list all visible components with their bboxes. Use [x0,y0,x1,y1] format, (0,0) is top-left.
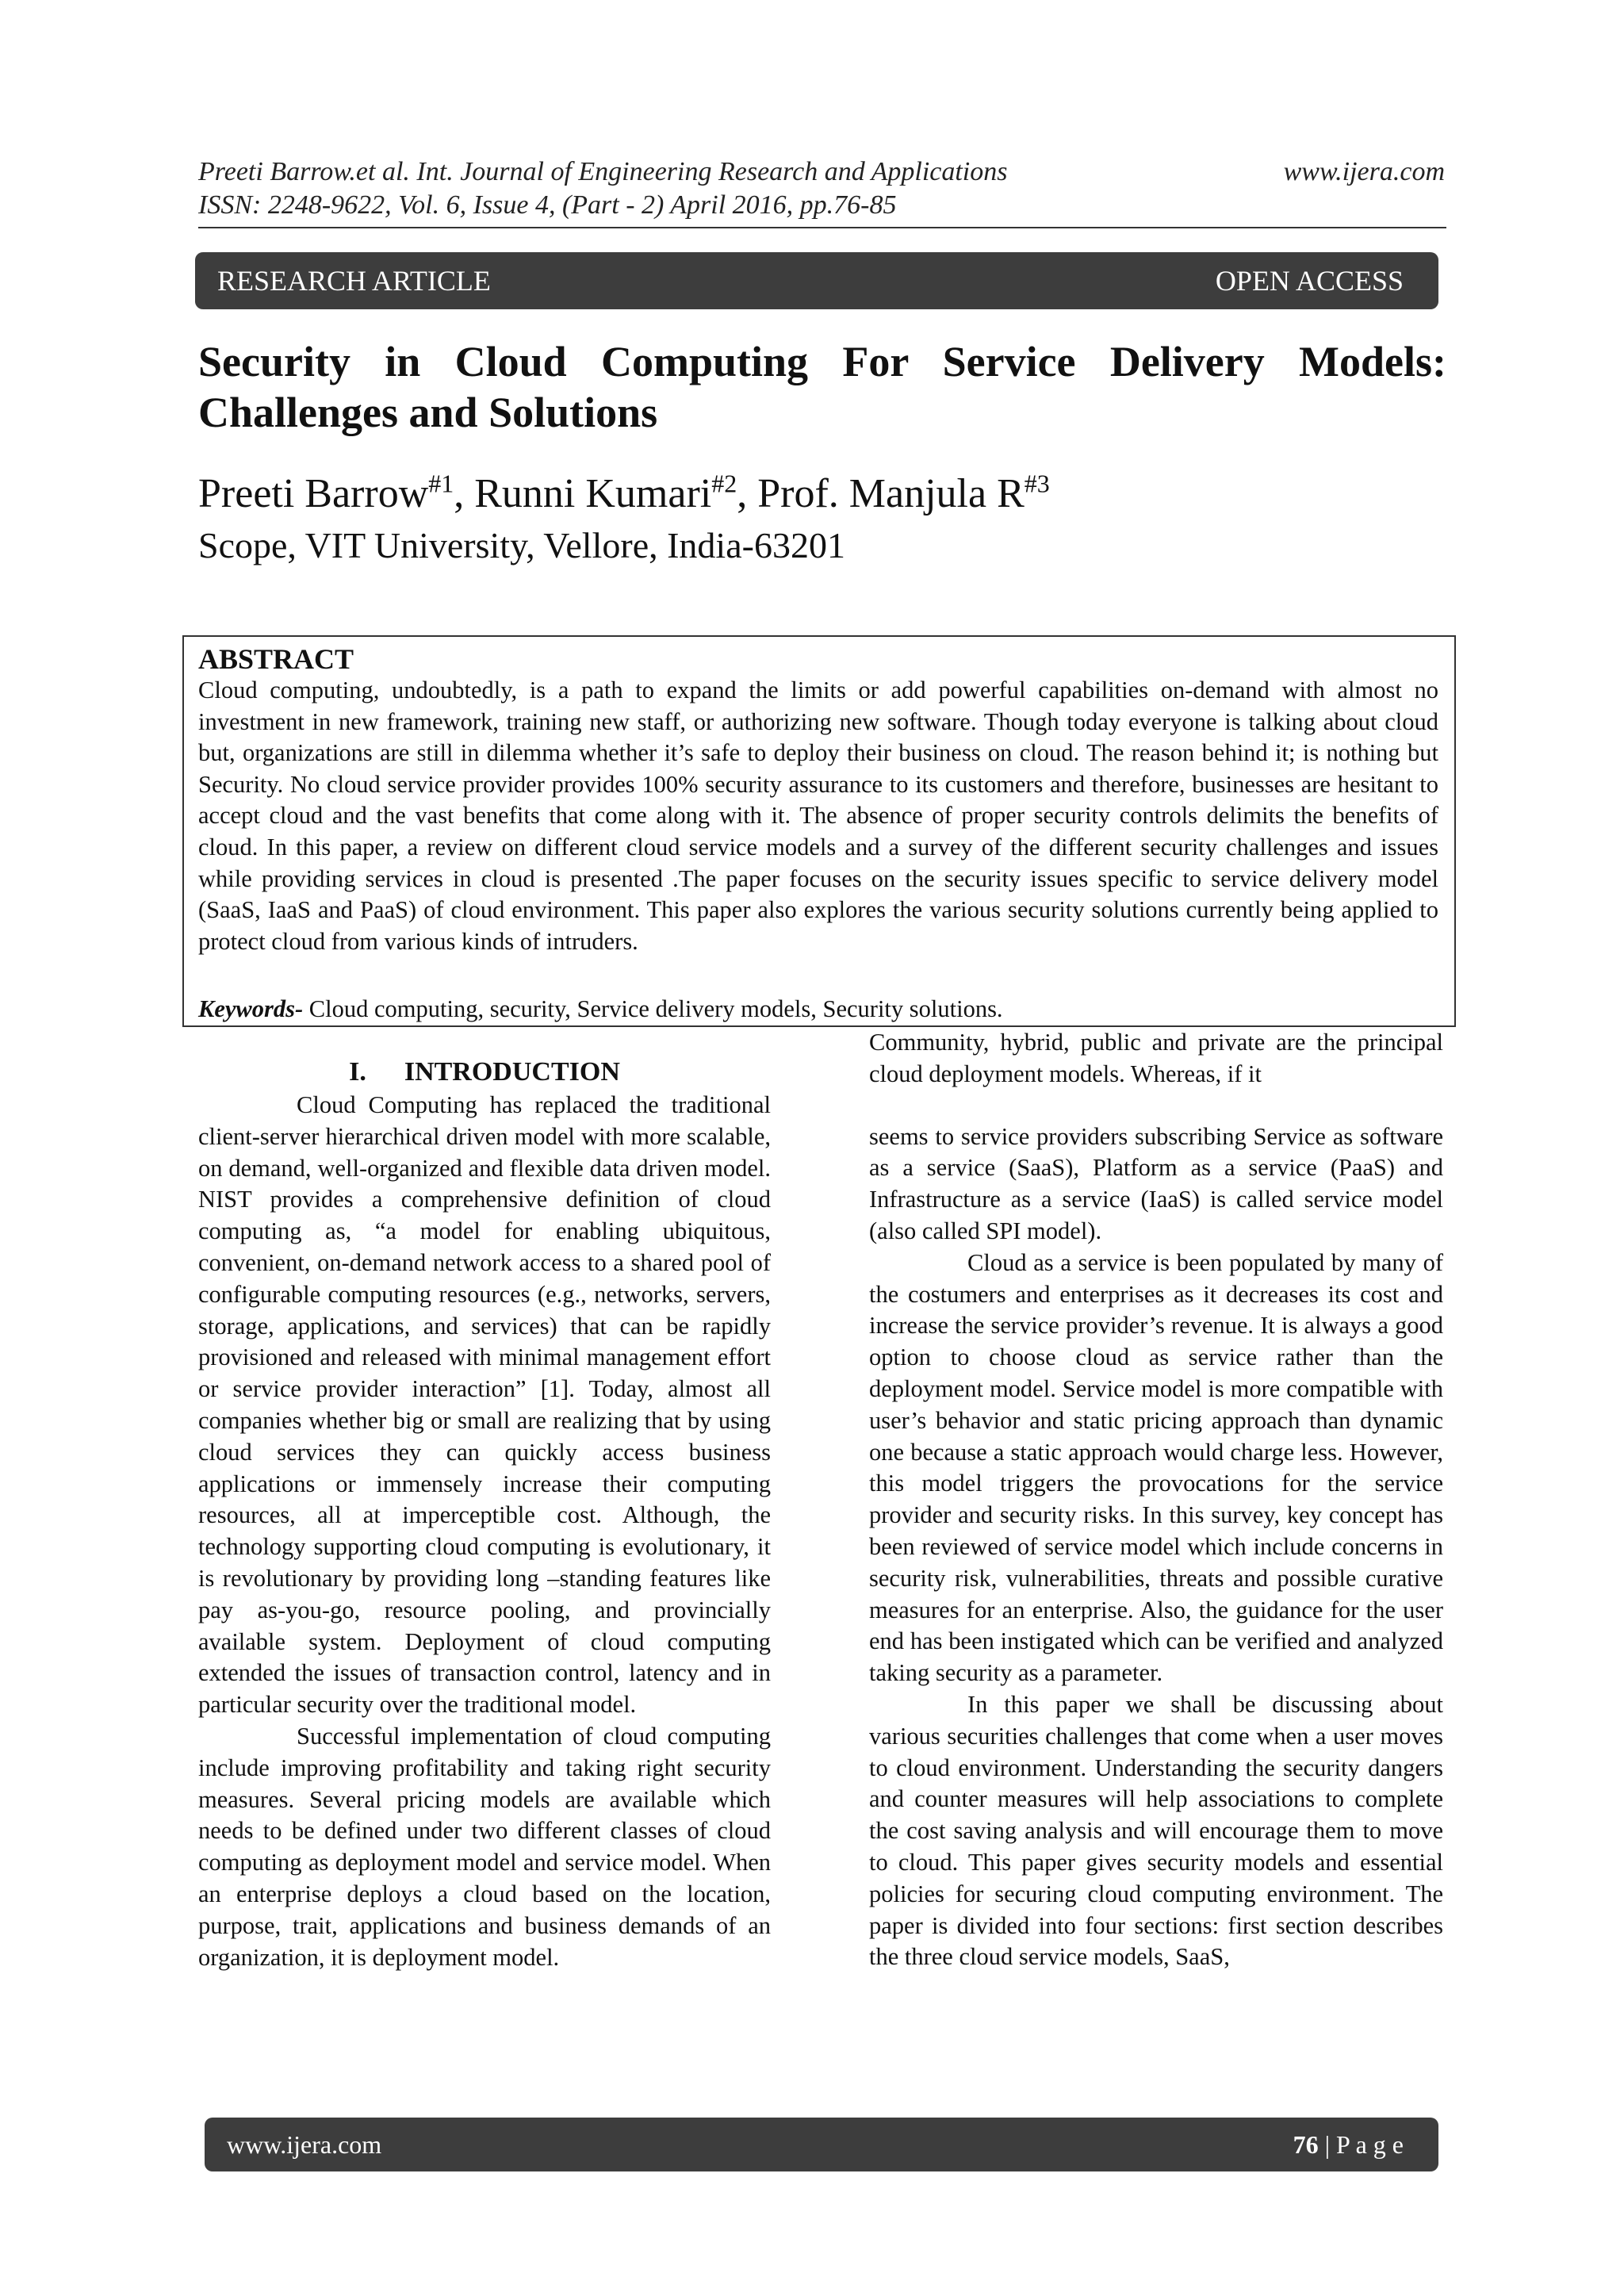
open-access-label: OPEN ACCESS [1215,265,1404,297]
right-paragraph-2: seems to service providers subscribing Service as software as a service (SaaS), Platform as a service (PaaS) and Infrastructure as a service (IaaS) is called service model (also called SPI model). [869,1122,1443,1244]
right-column [869,1027,1443,1973]
section-heading-introduction [198,1055,771,1090]
research-article-label: RESEARCH ARTICLE [217,265,491,297]
right-paragraph-1: Community, hybrid, public and private are the principal cloud deployment models. Whereas, if it [869,1029,1443,1087]
journal-website[interactable]: www.ijera.com [1283,157,1445,186]
author-1-mark: #1 [428,469,454,498]
right-paragraph-4: In this paper we shall be discussing about various securities challenges that come when a user moves to cloud environment. Understanding the security dangers and counter measures will help associations to complete the cost saving analysis and will encourage them to move to cloud. This paper gives security models and essential policies for securing cloud computing environment. The paper is divided into four sections: first section describes the three cloud service models, SaaS, [869,1690,1443,1971]
issn-line: ISSN: 2248-9622, Vol. 6, Issue 4, (Part - 2) April 2016, pp.76-85 [198,190,897,220]
intro-paragraph-2: Successful implementation of cloud computing include improving profitability and taking right security measures. Several pricing models are available which needs to be defined under two different classes of cloud computing as deployment model and service model. When an enterprise deploys a cloud based on the location, purpose, trait, applications and business demands of an organization, it is deployment model. [198,1722,771,1971]
left-column [198,1055,771,1973]
affiliation: Scope, VIT University, Vellore, India-63201 [198,525,845,565]
author-3-mark: #3 [1024,469,1050,498]
intro-paragraph-1: Cloud Computing has replaced the traditional client-server hierarchical driven model with more scalable, on demand, well-organized and flexible data driven model. NIST provides a comprehensive definition of cloud computing as, “a model for enabling ubiquitous, convenient, on-demand network access to a shared pool of configurable computing resources (e.g., networks, servers, storage, applications, and services) that can be rapidly provisioned and released with minimal management effort or service provider interaction” [1]. Today, almost all companies whether big or small are realizing that by using cloud services they can quickly access business applications or immensely increase their computing resources, all at imperceptible cost. Although, the technology supporting cloud computing is evolutionary, it is revolutionary by providing long –standing features like pay as-you-go, resource pooling, and provincially available system. Deployment of cloud computing extended the issues of transaction control, latency and in particular security over the traditional model. [198,1091,771,1719]
header-rule [198,227,1446,228]
page-number: 76 [1293,2129,1319,2159]
page-footer [205,2118,1438,2171]
abstract-text: Cloud computing, undoubtedly, is a path to expand the limits or add powerful capabilities on-demand with almost no investment in new framework, training new staff, or authorizing new software. Though today everyone is talking about cloud but, organizations are still in dilemma whether it’s safe to deploy their business on cloud. The reason behind it; is nothing but Security. No cloud service provider provides 100% security assurance to its customers and therefore, businesses are hesitant to accept cloud and the vast benefits that come along with it. The absence of proper security controls delimits the benefits of cloud. In this paper, a review on different cloud service models and a survey of the different security challenges and issues while providing services in cloud is presented .The paper focuses on the security issues specific to service delivery model (SaaS, IaaS and PaaS) of cloud environment. This paper also explores the various security solutions currently being applied to protect cloud from various kinds of intruders. [198,677,1438,955]
right-paragraph-3: Cloud as a service is been populated by many of the costumers and enterprises as it decreases its cost and increase the service provider’s revenue. It is always a good option to choose cloud as service rather than the deployment model. Service model is more compatible with user’s behavior and static pricing approach than dynamic one because a static approach would charge less. However, this model triggers the provocations for the service provider and security risks. In this survey, key concept has been reviewed of service model which include concerns in security risk, vulnerabilities, threats and possible curative measures for an enterprise. Also, the guidance for the user end has been instigated which can be verified and analyzed taking security as a parameter. [869,1248,1443,1687]
abstract-box [182,635,1456,1027]
keywords-text: Cloud computing, security, Service delivery models, Security solutions. [303,995,1003,1022]
author-3: , Prof. Manjula R [737,471,1025,516]
page-label: | P a g e [1318,2129,1404,2159]
author-list [198,470,1446,519]
article-type-banner [195,252,1438,309]
author-2: , Runni Kumari [454,471,712,516]
section-number: I. [349,1057,366,1087]
abstract-heading: ABSTRACT [198,643,354,675]
journal-citation: Preeti Barrow.et al. Int. Journal of Engineering Research and Applications [198,157,1008,186]
footer-page [1293,2130,1404,2160]
author-2-mark: #2 [711,469,737,498]
running-header [198,155,1445,222]
footer-website[interactable]: www.ijera.com [227,2129,382,2159]
section-title: INTRODUCTION [404,1057,620,1087]
column-gap [869,1091,1443,1121]
paper-title: Security in Cloud Computing For Service Delivery Models: Challenges and Solutions [198,338,1446,436]
keywords-label: Keywords- [198,995,304,1022]
keywords [198,993,1003,1025]
author-1: Preeti Barrow [198,471,429,516]
